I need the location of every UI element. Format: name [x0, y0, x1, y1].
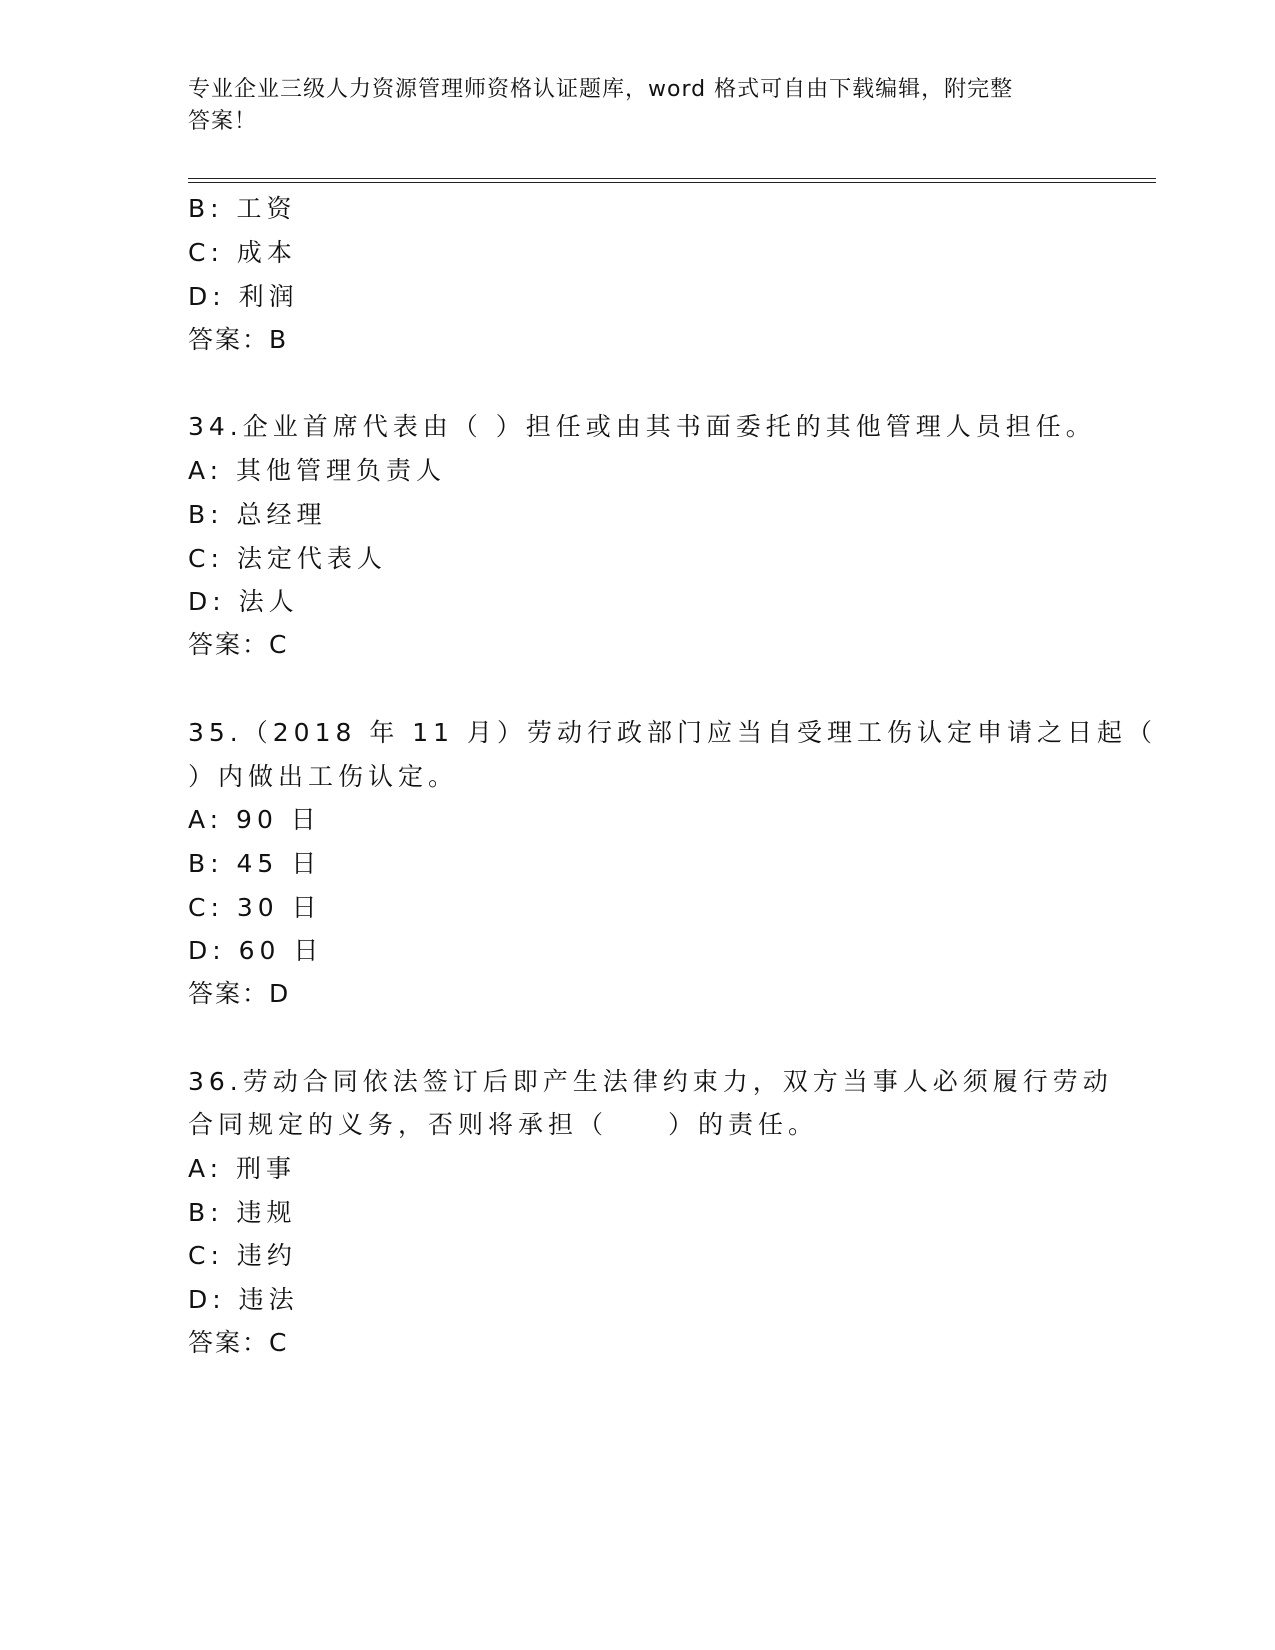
q36-stem-line-1: 36.劳动合同依法签订后即产生法律约束力，双方当事人必须履行劳动	[188, 1067, 1113, 1096]
q35-stem-line-1: 35.（2018 年 11 月）劳动行政部门应当自受理工伤认定申请之日起（	[188, 718, 1158, 747]
header-line-2: 答案！	[188, 109, 258, 134]
header-divider-top	[188, 178, 1156, 179]
q35-option-b: B: 45 日	[188, 849, 322, 878]
q36-option-d: D: 违法	[188, 1285, 299, 1314]
header-line-1: 专业企业三级人力资源管理师资格认证题库，word 格式可自由下载编辑，附完整	[188, 77, 1014, 102]
q36-option-a: A: 刑事	[188, 1154, 297, 1183]
q33-answer: 答案：B	[188, 325, 289, 354]
q36-option-c: C: 违约	[188, 1241, 297, 1270]
q34-option-c: C: 法定代表人	[188, 544, 387, 573]
q35-option-d: D: 60 日	[188, 936, 324, 965]
q35-stem-line-2: ）内做出工伤认定。	[188, 762, 459, 791]
page-header	[188, 74, 1068, 138]
header-divider-bottom	[188, 182, 1156, 183]
q34-option-b: B: 总经理	[188, 500, 327, 529]
q34-option-a: A: 其他管理负责人	[188, 456, 447, 485]
q36-answer: 答案：C	[188, 1328, 289, 1357]
q35-option-c: C: 30 日	[188, 893, 322, 922]
q33-option-d: D: 利润	[188, 282, 299, 311]
q33-option-c: C: 成本	[188, 238, 297, 267]
q34-option-d: D: 法人	[188, 587, 299, 616]
q36-option-b: B: 违规	[188, 1198, 297, 1227]
q34-stem: 34.企业首席代表由（ ）担任或由其书面委托的其他管理人员担任。	[188, 412, 1096, 441]
q33-option-b: B: 工资	[188, 194, 297, 223]
q36-stem-line-2: 合同规定的义务，否则将承担（ ）的责任。	[188, 1110, 819, 1139]
q35-option-a: A: 90 日	[188, 805, 321, 834]
q35-answer: 答案：D	[188, 979, 291, 1008]
q34-answer: 答案：C	[188, 630, 289, 659]
